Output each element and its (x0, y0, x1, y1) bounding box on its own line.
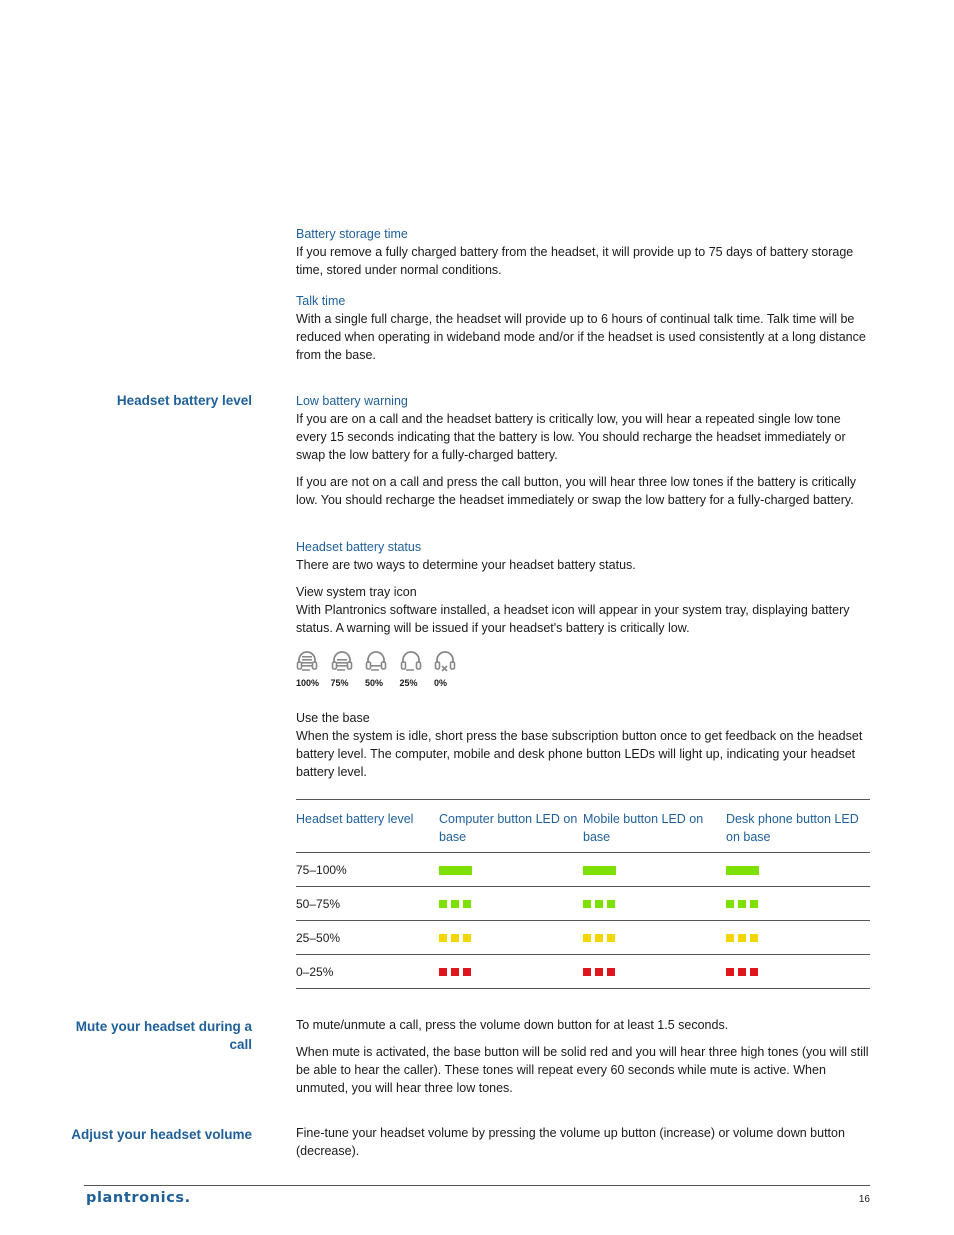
led-dot (738, 968, 746, 976)
section-talk-time (296, 292, 870, 364)
led-blink-indicator (439, 900, 471, 908)
section-battery-level (296, 392, 870, 509)
led-dot (583, 900, 591, 908)
headset-battery-25-icon (400, 649, 422, 673)
section-battery-storage (296, 225, 870, 279)
led-dot (750, 934, 758, 942)
led-solid-indicator (726, 866, 759, 875)
paragraph-battery-status: There are two ways to determine your headset battery status. (296, 558, 636, 572)
led-dot (738, 900, 746, 908)
table-row (296, 955, 870, 989)
section-mute (296, 1016, 870, 1097)
led-dot (439, 934, 447, 942)
led-table-container (296, 799, 870, 989)
battery-icon-item (434, 649, 469, 689)
footer-divider (84, 1185, 870, 1186)
led-dot (439, 900, 447, 908)
battery-icon-item (400, 649, 435, 689)
battery-icon-label: 75% (330, 678, 349, 688)
section-volume (296, 1124, 870, 1160)
led-blink-indicator (583, 968, 615, 976)
table-header-cell: Mobile button LED on base (583, 800, 726, 853)
led-cell (583, 853, 726, 887)
battery-icon-item (365, 649, 400, 689)
paragraph-low-battery-2: If you are not on a call and press the call button, you will hear three low tones if the battery is critically low. You should recharge the headset immediately or swap the low battery for a fully-charged battery. (296, 475, 857, 507)
paragraph-talk-time: With a single full charge, the headset will provide up to 6 hours of continual talk time. Talk time will be reduced when operating in wideband mode and/or if the headset is used consistently at a long distance from the base. (296, 312, 866, 362)
led-dot (451, 934, 459, 942)
led-dot (583, 934, 591, 942)
battery-icon-label: 0% (434, 678, 448, 688)
led-dot (595, 934, 603, 942)
headset-battery-75-icon (331, 649, 353, 673)
led-dot (607, 934, 615, 942)
headset-battery-100-icon (296, 649, 318, 673)
paragraph-volume: Fine-tune your headset volume by pressing the volume up button (increase) or volume down button (decrease). (296, 1126, 845, 1158)
subheading-system-tray: View system tray icon (296, 585, 417, 599)
led-blink-indicator (726, 968, 758, 976)
led-cell (726, 955, 870, 989)
led-solid-indicator (439, 866, 472, 875)
table-row (296, 853, 870, 887)
led-dot (595, 968, 603, 976)
battery-level-cell: 0–25% (296, 955, 439, 989)
table-row (296, 921, 870, 955)
led-blink-indicator (439, 934, 471, 942)
led-cell (439, 887, 583, 921)
battery-level-cell: 75–100% (296, 853, 439, 887)
paragraph-system-tray: With Plantronics software installed, a headset icon will appear in your system tray, displaying battery status. A warning will be issued if your headset's battery is critically low. (296, 603, 850, 635)
led-dot (463, 968, 471, 976)
paragraph-battery-storage: If you remove a fully charged battery from the headset, it will provide up to 75 days of battery storage time, stored under normal conditions. (296, 245, 854, 277)
led-cell (726, 887, 870, 921)
led-dot (607, 900, 615, 908)
plantronics-logo: plantronics. (86, 1190, 191, 1206)
led-dot (607, 968, 615, 976)
side-heading-volume: Adjust your headset volume (71, 1127, 252, 1142)
led-dot (463, 900, 471, 908)
led-dot (738, 934, 746, 942)
battery-icon-label: 25% (399, 678, 418, 688)
led-dot (439, 968, 447, 976)
page-number: 16 (858, 1194, 870, 1205)
headset-battery-50-icon (365, 649, 387, 673)
paragraph-use-base: When the system is idle, short press the base subscription button once to get feedback on the headset battery level. The computer, mobile and desk phone button LEDs will light up, indicating your headset battery level. (296, 729, 863, 779)
led-cell (439, 955, 583, 989)
section-battery-status (296, 538, 870, 637)
led-dot (451, 968, 459, 976)
battery-icons-row (296, 649, 469, 689)
battery-icon-item (296, 649, 331, 689)
led-solid-indicator (583, 866, 616, 875)
led-blink-indicator (439, 968, 471, 976)
subheading-talk-time: Talk time (296, 294, 346, 308)
led-blink-indicator (726, 900, 758, 908)
led-dot (583, 968, 591, 976)
led-cell (439, 853, 583, 887)
battery-level-cell: 50–75% (296, 887, 439, 921)
headset-battery-0-icon (434, 649, 456, 673)
led-dot (595, 900, 603, 908)
subheading-battery-storage: Battery storage time (296, 227, 408, 241)
led-dot (726, 900, 734, 908)
led-dot (750, 968, 758, 976)
table-row (296, 887, 870, 921)
table-header-row (296, 800, 870, 853)
table-header-cell: Desk phone button LED on base (726, 800, 870, 853)
led-dot (451, 900, 459, 908)
table-header-cell: Computer button LED on base (439, 800, 583, 853)
led-dot (463, 934, 471, 942)
led-blink-indicator (583, 900, 615, 908)
paragraph-mute-2: When mute is activated, the base button will be solid red and you will hear three high tones (you will still be able to hear the caller). These tones will repeat every 60 seconds while mute is active. When unmuted, you will hear three low tones. (296, 1045, 869, 1095)
led-cell (583, 921, 726, 955)
section-use-base (296, 709, 870, 781)
led-blink-indicator (726, 934, 758, 942)
led-cell (583, 887, 726, 921)
battery-icon-label: 50% (365, 678, 384, 688)
battery-icon-item (331, 649, 366, 689)
led-status-table (296, 799, 870, 989)
subheading-use-base: Use the base (296, 711, 370, 725)
subheading-battery-status: Headset battery status (296, 540, 422, 554)
led-blink-indicator (583, 934, 615, 942)
battery-icon-label: 100% (296, 678, 320, 688)
paragraph-low-battery-1: If you are on a call and the headset battery is critically low, you will hear a repeated single low tone every 15 seconds indicating that the battery is low. You should recharge the headset immediately or swap the low battery for a fully-charged battery. (296, 412, 846, 462)
table-header-cell: Headset battery level (296, 800, 439, 853)
subheading-low-battery: Low battery warning (296, 394, 408, 408)
paragraph-mute-1: To mute/unmute a call, press the volume down button for at least 1.5 seconds. (296, 1018, 729, 1032)
side-heading-mute: Mute your headset during a call (75, 1019, 252, 1052)
battery-level-cell: 25–50% (296, 921, 439, 955)
led-dot (726, 968, 734, 976)
led-cell (439, 921, 583, 955)
led-cell (583, 955, 726, 989)
led-cell (726, 853, 870, 887)
led-dot (726, 934, 734, 942)
side-heading-battery-level: Headset battery level (116, 393, 252, 408)
led-dot (750, 900, 758, 908)
led-cell (726, 921, 870, 955)
